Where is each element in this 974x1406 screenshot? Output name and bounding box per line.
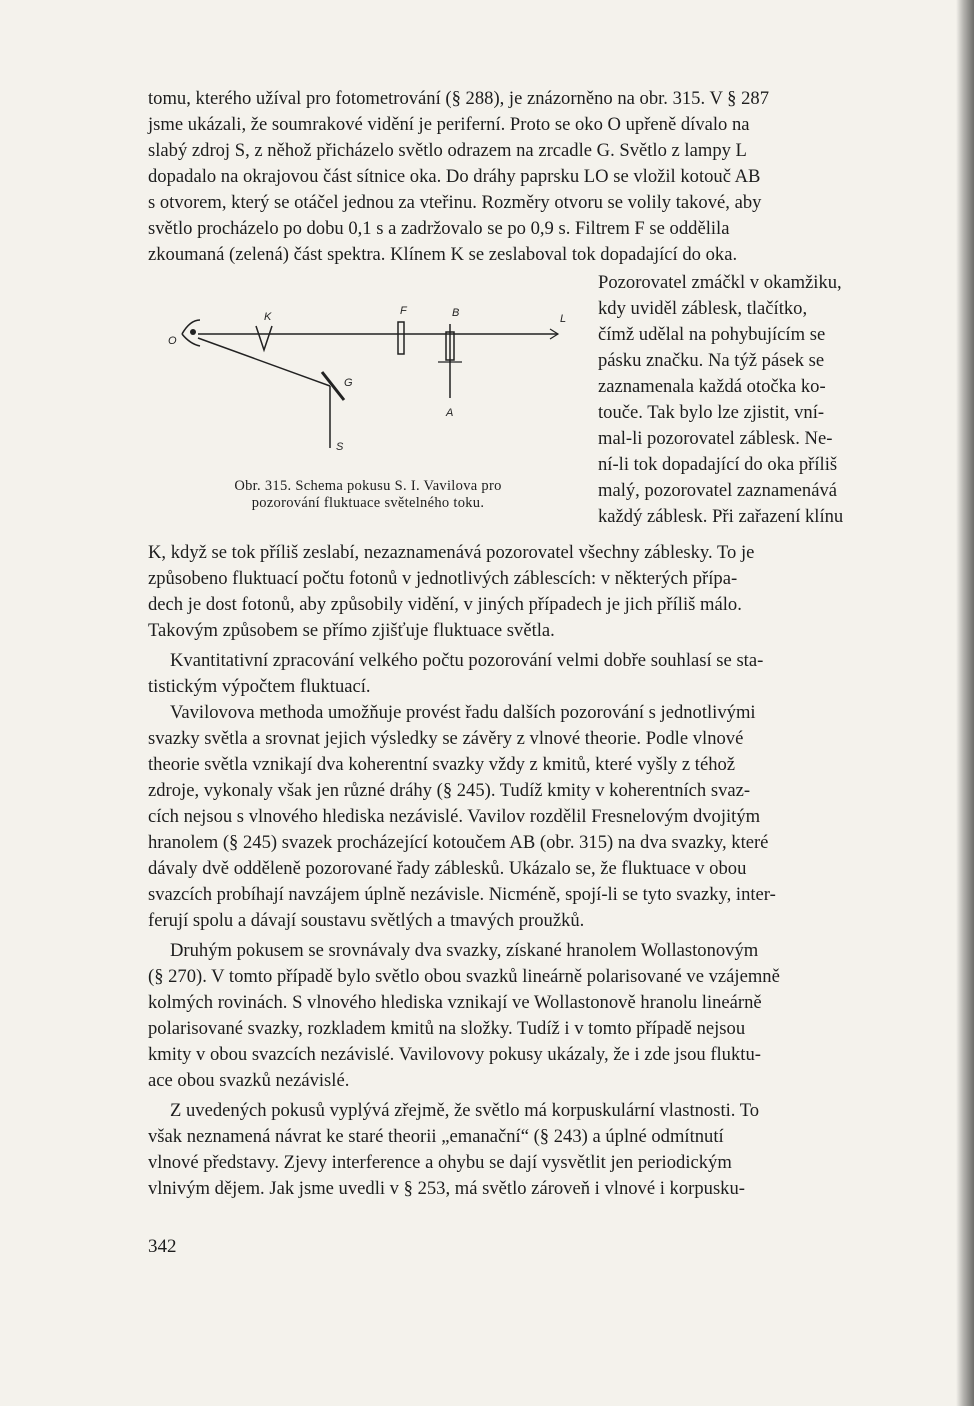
- paragraph-5: [148, 1098, 898, 1202]
- text-line: dech je dost fotonů, aby způsobily vidění, v jiných případech je jich příliš málo.: [148, 594, 742, 615]
- text-line: hranolem (§ 245) svazek procházející kotoučem AB (obr. 315) na dva svazky, které: [148, 832, 769, 853]
- paragraph-2: [148, 648, 898, 700]
- eye-icon: [182, 320, 200, 346]
- text-line: vlnivým dějem. Jak jsme uvedli v § 253, má světlo zároveň i vlnové i korpusku-: [148, 1178, 745, 1199]
- text-line: Takovým způsobem se přímo zjišťuje fluktuace světla.: [148, 620, 555, 641]
- text-line: malý, pozorovatel zaznamenává: [598, 480, 838, 501]
- text-line: slabý zdroj S, z něhož přicházelo světlo odrazem na zrcadle G. Světlo z lampy L: [148, 140, 747, 161]
- label-o: O: [168, 335, 177, 347]
- text-line: touče. Tak bylo lze zjistit, vní-: [598, 402, 825, 423]
- text-line: s otvorem, který se otáčel jednou za vteřinu. Rozměry otvoru se volily takové, aby: [148, 192, 762, 213]
- text-line: způsobeno fluktuací počtu fotonů v jednotlivých záblescích: v některých přípa-: [148, 568, 738, 589]
- paragraph-1-continued: [148, 540, 898, 644]
- text-line: theorie světla vznikají dva koherentní svazky vždy z kmitů, které vyšly z téhož: [148, 754, 736, 775]
- text-line: tomu, kterého užíval pro fotometrování (§ 288), je znázorněno na obr. 315. V § 287: [148, 88, 770, 109]
- page-number: 342: [148, 1236, 177, 1257]
- text-line: vlnové představy. Zjevy interference a ohybu se dají vysvětlit jen periodickým: [148, 1152, 732, 1173]
- side-text: [598, 270, 896, 530]
- label-k: K: [264, 311, 272, 323]
- text-line: světlo procházelo po dobu 0,1 s a zadržovalo se po 0,9 s. Filtrem F se oddělila: [148, 218, 730, 239]
- text-line: jsme ukázali, že soumrakové vidění je periferní. Proto se oko O upřeně dívalo na: [148, 114, 750, 135]
- filter-f: [398, 322, 404, 354]
- text-line: mal-li pozorovatel záblesk. Ne-: [598, 428, 833, 449]
- paragraph-4: [148, 938, 898, 1094]
- text-line: ní-li tok dopadající do oka příliš: [598, 454, 838, 475]
- text-line: cích nejsou s vlnového hlediska nezávislé. Vavilov rozdělil Fresnelovým dvojitým: [148, 806, 761, 827]
- text-line: Druhým pokusem se srovnávaly dva svazky, získané hranolem Wollastonovým: [170, 940, 759, 961]
- text-line: zaznamenala každá otočka ko-: [598, 376, 826, 397]
- text-line: zdroje, vykonaly však jen různé dráhy (§ 245). Tudíž kmity v koherentních svaz-: [148, 780, 751, 801]
- caption-line: pozorování fluktuace světelného toku.: [251, 495, 485, 511]
- text-line: Z uvedených pokusů vyplývá zřejmě, že světlo má korpuskulární vlastnosti. To: [170, 1100, 760, 1121]
- text-line: K, když se tok příliš zeslabí, nezaznamenává pozorovatel všechny záblesky. To je: [148, 542, 755, 563]
- text-line: dávaly dvě odděleně pozorované řady záblesků. Ukázalo se, že fluktuace v obou: [148, 858, 747, 879]
- text-line: svazky světla a srovnat jejich výsledky se závěry z vlnové theorie. Podle vlnové: [148, 728, 744, 749]
- label-f: F: [400, 305, 407, 317]
- label-g: G: [344, 377, 353, 389]
- caption-line: Obr. 315. Schema pokusu S. I. Vavilova pro: [234, 478, 502, 494]
- text-line: každý záblesk. Při zařazení klínu: [598, 506, 844, 527]
- page-edge-shadow: [956, 0, 974, 1406]
- figure-caption: [182, 478, 554, 512]
- text-line: ace obou svazků nezávislé.: [148, 1070, 350, 1091]
- text-line: dopadalo na okrajovou část sítnice oka. Do dráhy paprsku LO se vložil kotouč AB: [148, 166, 761, 187]
- label-a: A: [446, 407, 454, 419]
- wedge-k: [256, 326, 272, 350]
- text-line: Kvantitativní zpracování velkého počtu pozorování velmi dobře souhlasí se sta-: [170, 650, 764, 671]
- label-l: L: [560, 313, 567, 325]
- figure-315-schematic: [160, 298, 570, 478]
- text-line: ferují spolu a dávají soustavu světlých a tmavých proužků.: [148, 910, 585, 931]
- text-line: kolmých rovinách. S vlnového hlediska vznikají ve Wollastonově hranolu lineárně: [148, 992, 762, 1013]
- text-line: Vavilovova methoda umožňuje provést řadu dalších pozorování s jednotlivými: [170, 702, 756, 723]
- text-line: kdy uviděl záblesk, tlačítko,: [598, 298, 808, 319]
- text-line: čímž udělal na pohybujícím se: [598, 324, 826, 345]
- text-line: kmity v obou svazcích nezávislé. Vavilovovy pokusy ukázaly, že i zde jsou fluktu-: [148, 1044, 761, 1065]
- text-line: tistickým výpočtem fluktuací.: [148, 676, 371, 697]
- ray-og: [198, 338, 330, 386]
- label-s: S: [336, 441, 344, 453]
- text-line: pásku značku. Na týž pásek se: [598, 350, 825, 371]
- text-line: (§ 270). V tomto případě bylo světlo obou svazků lineárně polarisované ve vzájemně: [148, 966, 780, 987]
- mirror-g: [322, 372, 344, 400]
- label-b: B: [452, 307, 460, 319]
- paragraph-3: [148, 700, 898, 934]
- text-line: svazcích probíhají navzájem úplně nezávisle. Nicméně, spojí-li se tyto svazky, inter-: [148, 884, 776, 905]
- text-line: však neznamená návrat ke staré theorii „emanační“ (§ 243) a úplné odmítnutí: [148, 1126, 724, 1147]
- top-paragraph: [148, 86, 898, 268]
- text-line: Pozorovatel zmáčkl v okamžiku,: [598, 272, 842, 293]
- text-line: polarisované svazky, rozkladem kmitů na složky. Tudíž i v tomto případě nejsou: [148, 1018, 746, 1039]
- text-line: zkoumaná (zelená) část spektra. Klínem K se zeslaboval tok dopadající do oka.: [148, 244, 738, 265]
